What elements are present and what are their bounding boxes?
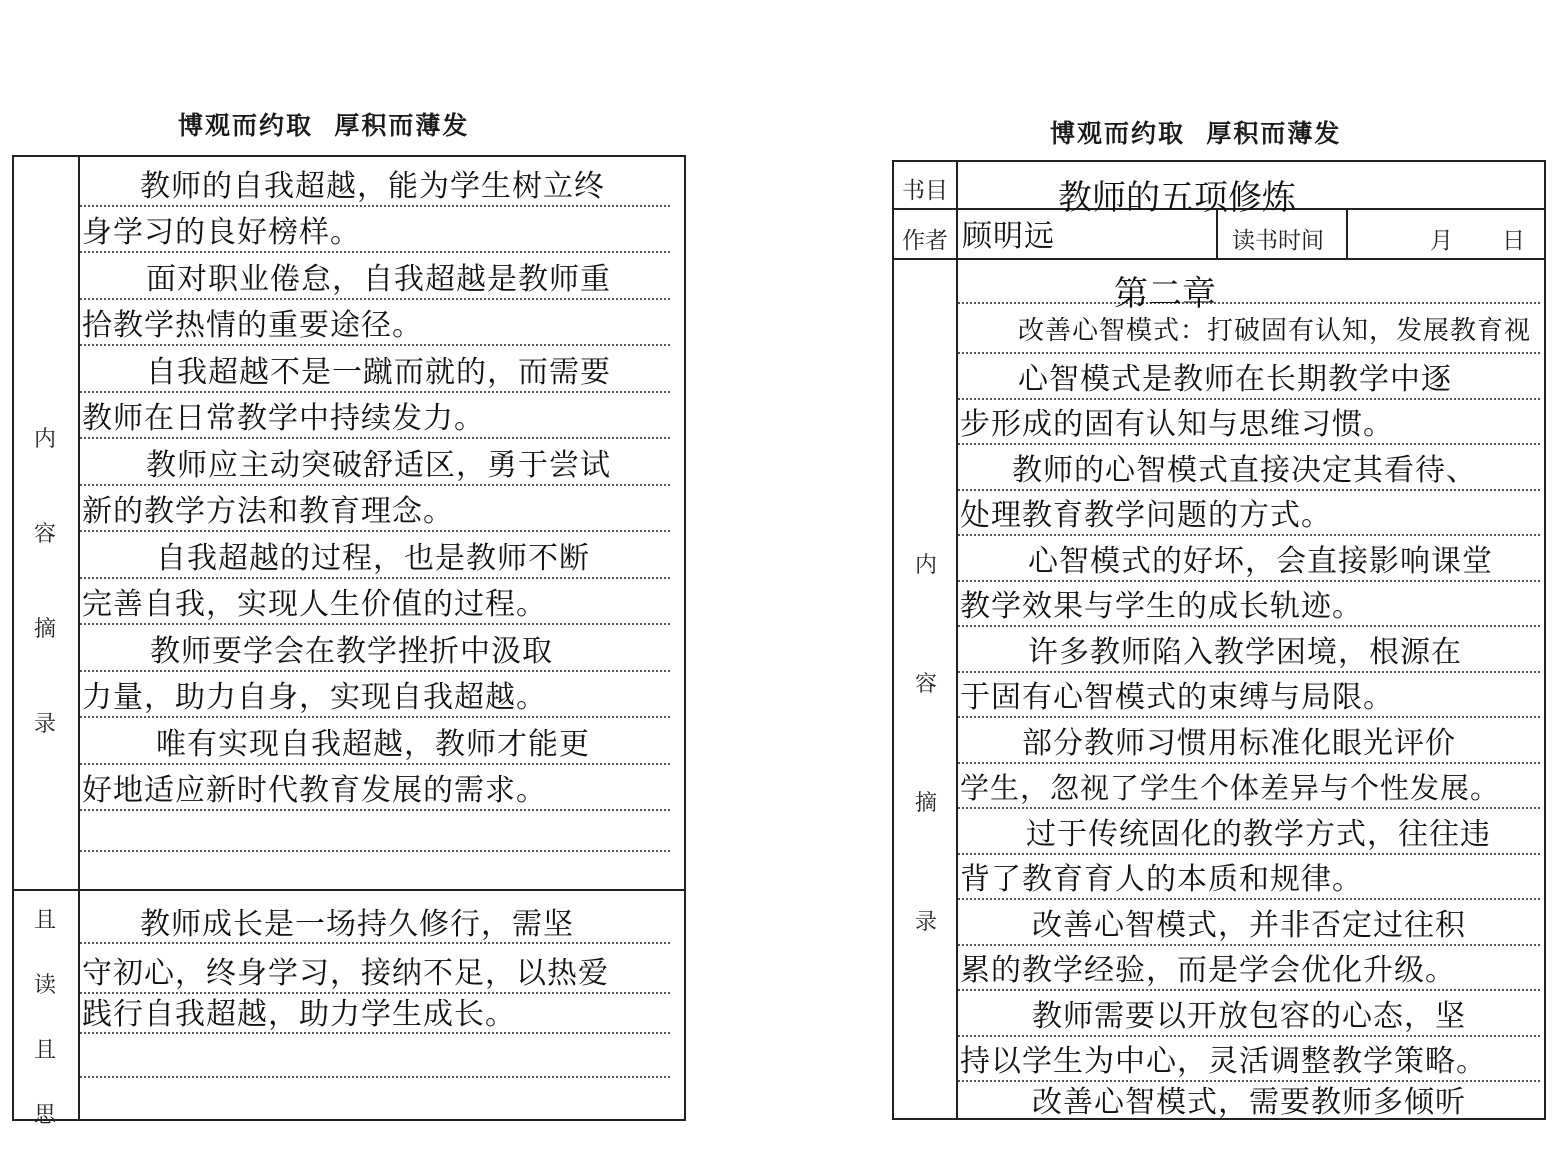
ruled-line [958, 898, 1540, 900]
ruled-line [80, 344, 670, 346]
handwritten-line: 教师要学会在教学挫折中汲取 [150, 634, 553, 669]
right-label-column-divider [956, 160, 958, 1120]
left-section-divider [12, 889, 686, 891]
right-time-divider [1346, 208, 1348, 260]
ruled-line [80, 670, 670, 672]
handwritten-line: 过于传统固化的教学方式，往往违 [1026, 817, 1491, 852]
label-char: 录 [915, 910, 938, 935]
ruled-line [80, 716, 670, 718]
ruled-line [80, 1076, 670, 1078]
handwritten-line: 累的教学经验，而是学会优化升级。 [960, 953, 1456, 988]
handwritten-line: 自我超越的过程，也是教师不断 [156, 541, 590, 576]
ruled-line [80, 251, 670, 253]
handwritten-line: 许多教师陷入教学困境，根源在 [1028, 635, 1462, 670]
handwritten-line: 自我超越不是一蹴而就的，而需要 [146, 355, 611, 390]
month-label: 月 [1430, 228, 1453, 254]
ruled-line [80, 577, 670, 579]
ruled-line [80, 942, 670, 944]
ruled-line [958, 302, 1540, 304]
ruled-line [958, 489, 1540, 491]
author-name: 顾明远 [962, 219, 1055, 254]
handwritten-line: 教师的心智模式直接决定其看待、 [1012, 453, 1477, 488]
ruled-line [80, 298, 670, 300]
read-time-label: 读书时间 [1232, 228, 1324, 254]
label-char: 容 [915, 672, 938, 697]
ruled-line [958, 1080, 1540, 1082]
handwritten-line: 持以学生为中心，灵活调整教学策略。 [960, 1044, 1487, 1079]
ruled-line [80, 1032, 670, 1034]
ruled-line [80, 484, 670, 486]
label-char: 内 [915, 553, 938, 578]
ruled-line [958, 443, 1540, 445]
ruled-line [958, 853, 1540, 855]
handwritten-line: 改善心智模式，并非否定过往积 [1032, 908, 1466, 943]
ruled-line [958, 398, 1540, 400]
ruled-line [80, 391, 670, 393]
ruled-line [80, 809, 670, 811]
day-label: 日 [1502, 228, 1525, 254]
ruled-line [958, 944, 1540, 946]
ruled-line [80, 763, 670, 765]
handwritten-line: 教师成长是一场持久修行，需坚 [140, 907, 574, 942]
label-char: 摘 [34, 617, 57, 642]
handwritten-line: 部分教师习惯用标准化眼光评价 [1022, 726, 1456, 761]
ruled-line [958, 671, 1540, 673]
handwritten-line: 好地适应新时代教育发展的需求。 [82, 773, 547, 808]
handwritten-line: 心智模式是教师在长期教学中逐 [1018, 362, 1452, 397]
handwritten-line: 改善心智模式，需要教师多倾听 [1032, 1085, 1466, 1120]
book-title: 教师的五项修炼 [1058, 178, 1296, 218]
handwritten-line: 学生，忽视了学生个体差异与个性发展。 [960, 771, 1501, 805]
handwritten-line: 面对职业倦怠，自我超越是教师重 [146, 262, 611, 297]
handwritten-line: 教师需要以开放包容的心态，坚 [1032, 999, 1466, 1034]
ruled-line [958, 716, 1540, 718]
left-reflection-label [34, 903, 56, 1129]
label-char: 内 [34, 427, 57, 452]
right-page-header: 博观而约取 厚积而薄发 [1050, 119, 1342, 148]
label-char: 摘 [915, 791, 938, 816]
ruled-line [958, 625, 1540, 627]
ruled-line [958, 352, 1540, 354]
ruled-line [958, 534, 1540, 536]
ruled-line [80, 530, 670, 532]
chapter-heading: 第二章 [1114, 274, 1216, 314]
label-char: 读 [34, 973, 57, 998]
label-char: 容 [34, 522, 57, 547]
ruled-line [80, 850, 670, 852]
handwritten-line: 践行自我超越，助力学生成长。 [82, 997, 516, 1032]
handwritten-line: 改善心智模式：打破固有认知，发展教育视 [1018, 316, 1532, 346]
handwritten-line: 身学习的良好榜样。 [82, 215, 361, 250]
left-page-header: 博观而约取 厚积而薄发 [178, 111, 470, 140]
handwritten-line: 处理教育教学问题的方式。 [960, 498, 1332, 533]
right-row-divider [892, 258, 1546, 260]
ruled-line [80, 992, 670, 994]
book-label: 书目 [902, 178, 948, 204]
left-summary-label [34, 422, 56, 738]
label-char: 录 [34, 712, 57, 737]
label-char: 且 [34, 1038, 57, 1063]
handwritten-line: 守初心，终身学习，接纳不足，以热爱 [82, 956, 609, 991]
handwritten-line: 拾教学热情的重要途径。 [82, 308, 423, 343]
ruled-line [80, 437, 670, 439]
ruled-line [958, 580, 1540, 582]
handwritten-line: 力量，助力自身，实现自我超越。 [82, 680, 547, 715]
label-char: 且 [34, 908, 57, 933]
handwritten-line: 新的教学方法和教育理念。 [82, 494, 454, 529]
label-char: 思 [34, 1103, 57, 1128]
ruled-line [958, 1035, 1540, 1037]
handwritten-line: 教师的自我超越，能为学生树立终 [140, 169, 605, 204]
handwritten-line: 完善自我，实现人生价值的过程。 [82, 587, 547, 622]
handwritten-line: 心智模式的好坏，会直接影响课堂 [1028, 544, 1493, 579]
ruled-line [958, 807, 1540, 809]
ruled-line [958, 762, 1540, 764]
handwritten-line: 步形成的固有认知与思维习惯。 [960, 407, 1394, 442]
ruled-line [80, 623, 670, 625]
right-summary-label [915, 548, 937, 936]
handwritten-line: 教学效果与学生的成长轨迹。 [960, 589, 1363, 624]
ruled-line [958, 989, 1540, 991]
handwritten-line: 背了教育育人的本质和规律。 [960, 862, 1363, 897]
ruled-line [80, 205, 670, 207]
handwritten-line: 教师应主动突破舒适区，勇于尝试 [146, 448, 611, 483]
handwritten-line: 于固有心智模式的束缚与局限。 [960, 680, 1394, 715]
handwritten-line: 唯有实现自我超越，教师才能更 [156, 727, 590, 762]
author-label: 作者 [902, 228, 948, 254]
handwritten-line: 教师在日常教学中持续发力。 [82, 401, 485, 436]
